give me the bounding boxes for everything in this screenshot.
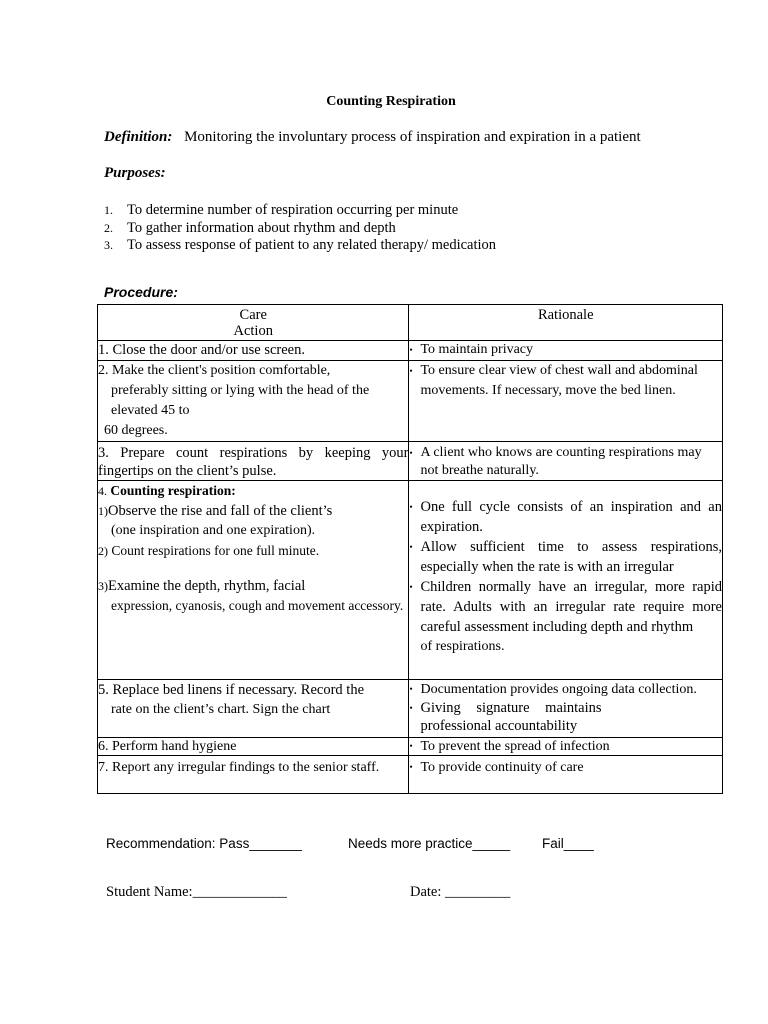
bullet-icon: • bbox=[409, 684, 413, 694]
rationale-text: professional accountability bbox=[420, 718, 578, 734]
bullet-icon: • bbox=[409, 542, 413, 552]
list-item bbox=[104, 220, 496, 238]
rationale-text: A client who knows are counting respirations may not breathe naturally. bbox=[420, 445, 702, 478]
action-cell bbox=[98, 361, 409, 442]
table-header-row bbox=[98, 305, 723, 341]
list-text: To determine number of respiration occurring per minute bbox=[127, 202, 459, 218]
list-text: To gather information about rhythm and depth bbox=[127, 219, 396, 236]
rationale-item bbox=[409, 444, 722, 480]
date-field[interactable]: Date: _________ bbox=[410, 884, 511, 900]
sub-step-number: 2) bbox=[98, 544, 108, 558]
action-text: 3. Prepare count respirations by keeping your fingertips on the client’s pulse. bbox=[98, 445, 409, 479]
action-text: 60 degrees. bbox=[104, 423, 168, 438]
rationale-cell bbox=[409, 756, 723, 794]
rationale-item bbox=[409, 497, 722, 537]
rationale-text: Children normally have an irregular, more rapid rate. Adults with an irregular rate require more careful assessment including depth and rhythm bbox=[420, 579, 722, 635]
table-row bbox=[98, 756, 723, 794]
list-item bbox=[104, 237, 496, 255]
rationale-text: One full cycle consists of an inspiration and an expiration. bbox=[420, 499, 722, 535]
action-cell bbox=[98, 341, 409, 361]
table-row bbox=[98, 442, 723, 481]
rationale-cell bbox=[409, 341, 723, 361]
sub-step-text: Count respirations for one full minute. bbox=[111, 543, 320, 558]
rationale-text: Allow sufficient time to assess respirations, especially when the rate is with an irregular bbox=[420, 539, 722, 575]
recommendation-needs-practice[interactable]: Needs more practice_____ bbox=[348, 836, 511, 851]
sub-step-cont: expression, cyanosis, cough and movement accessory. bbox=[111, 598, 404, 613]
action-heading-text: Counting respiration: bbox=[110, 483, 236, 498]
header-care-action bbox=[98, 305, 409, 341]
action-cell bbox=[98, 442, 409, 481]
sub-step-cont: (one inspiration and one expiration). bbox=[111, 523, 316, 538]
action-text: 5. Replace bed linens if necessary. Record the bbox=[98, 682, 364, 698]
sub-step-text: Observe the rise and fall of the client’s bbox=[108, 503, 333, 519]
rationale-item bbox=[409, 361, 722, 401]
bullet-icon: • bbox=[409, 448, 413, 458]
list-item bbox=[104, 202, 496, 220]
rationale-cell bbox=[409, 680, 723, 738]
rationale-cell bbox=[409, 442, 723, 481]
bullet-icon: • bbox=[409, 345, 413, 355]
definition-label: Definition: bbox=[104, 129, 173, 145]
rationale-cell bbox=[409, 481, 723, 680]
action-text: preferably sitting or lying with the head of the bbox=[111, 383, 370, 398]
bullet-icon: • bbox=[409, 366, 413, 376]
bullet-icon: • bbox=[409, 741, 413, 751]
list-number: 1. bbox=[104, 203, 113, 217]
rationale-text: To maintain privacy bbox=[420, 342, 534, 357]
rationale-cell bbox=[409, 738, 723, 756]
action-text: 6. Perform hand hygiene bbox=[98, 739, 237, 754]
action-text: 2. Make the client's position comfortable, bbox=[98, 363, 331, 378]
list-text: To assess response of patient to any related therapy/ medication bbox=[127, 237, 497, 253]
action-text: rate on the client’s chart. Sign the chart bbox=[111, 702, 331, 717]
action-cell bbox=[98, 738, 409, 756]
header-rationale: Rationale bbox=[409, 305, 723, 341]
bullet-icon: • bbox=[409, 703, 413, 713]
sub-step bbox=[98, 501, 408, 521]
student-name-field[interactable]: Student Name:_____________ bbox=[106, 884, 287, 900]
procedure-table bbox=[97, 304, 723, 794]
action-cell bbox=[98, 756, 409, 794]
rationale-item bbox=[409, 537, 722, 577]
list-number: 3. bbox=[104, 238, 113, 252]
action-cell bbox=[98, 481, 409, 680]
action-text: 1. Close the door and/or use screen. bbox=[98, 342, 305, 358]
rationale-text: To ensure clear view of chest wall and abdominal movements. If necessary, move the bed linen. bbox=[420, 363, 698, 398]
header-care: Care bbox=[239, 307, 267, 323]
purposes-label: Purposes: bbox=[104, 165, 166, 181]
rationale-item bbox=[409, 680, 722, 699]
rationale-item bbox=[409, 341, 722, 359]
rationale-text: To prevent the spread of infection bbox=[420, 739, 610, 754]
rationale-item bbox=[409, 699, 722, 718]
sub-step-number: 1) bbox=[98, 504, 108, 518]
action-text: elevated 45 to bbox=[111, 403, 190, 418]
procedure-label: Procedure: bbox=[104, 284, 178, 300]
table-row bbox=[98, 341, 723, 361]
sub-step-text: Examine the depth, rhythm, facial bbox=[108, 578, 306, 594]
recommendation-pass[interactable]: Recommendation: Pass_______ bbox=[106, 836, 302, 851]
rationale-item bbox=[409, 577, 722, 637]
rationale-text: To provide continuity of care bbox=[420, 760, 584, 775]
rationale-item bbox=[409, 759, 722, 776]
rationale-item bbox=[409, 738, 722, 755]
sub-step bbox=[98, 541, 408, 561]
action-text: 7. Report any irregular findings to the senior staff. bbox=[98, 760, 380, 775]
rationale-text: Giving signature maintains bbox=[420, 700, 602, 716]
recommendation-fail[interactable]: Fail____ bbox=[542, 836, 594, 851]
table-row bbox=[98, 361, 723, 442]
rationale-text: of respirations. bbox=[420, 639, 505, 654]
rationale-cell bbox=[409, 361, 723, 442]
list-number: 2. bbox=[104, 220, 113, 235]
table-row bbox=[98, 680, 723, 738]
action-heading bbox=[98, 481, 408, 501]
header-action: Action bbox=[233, 323, 273, 339]
sub-step-number: 3) bbox=[98, 579, 108, 593]
purposes-list bbox=[104, 202, 496, 255]
action-cell bbox=[98, 680, 409, 738]
rationale-text: Documentation provides ongoing data collection. bbox=[420, 682, 697, 697]
table-row bbox=[98, 738, 723, 756]
table-row bbox=[98, 481, 723, 680]
page-title: Counting Respiration bbox=[326, 94, 456, 109]
bullet-icon: • bbox=[409, 502, 413, 512]
sub-step bbox=[98, 576, 408, 596]
bullet-icon: • bbox=[409, 582, 413, 592]
definition bbox=[104, 129, 641, 146]
action-heading-number: 4. bbox=[98, 484, 107, 498]
definition-text: Monitoring the involuntary process of inspiration and expiration in a patient bbox=[184, 129, 641, 145]
bullet-icon: • bbox=[409, 762, 413, 772]
